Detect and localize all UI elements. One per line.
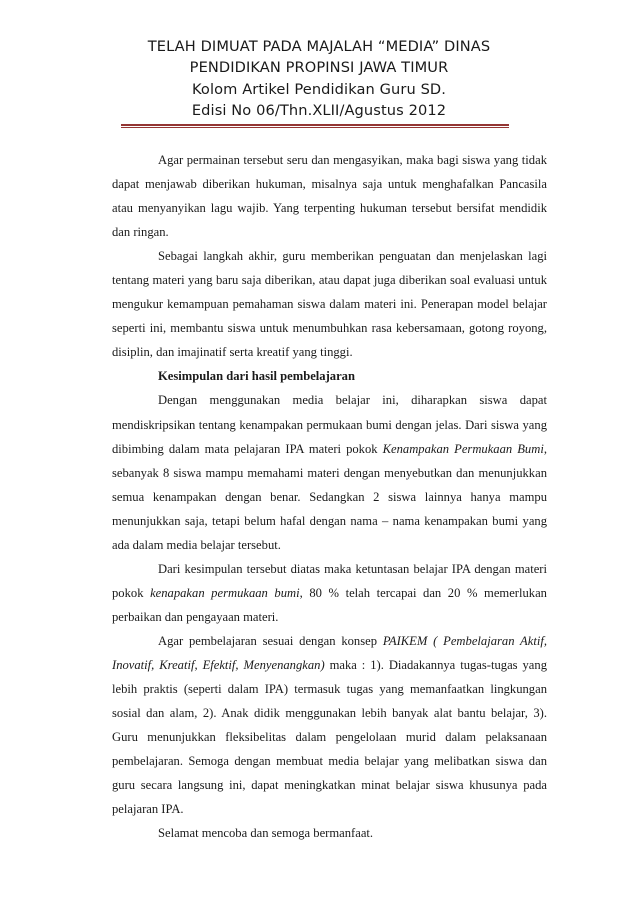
paragraph-3-text-a: Dengan menggunakan media belajar ini, diharapkan siswa dapat mendiskripsikan tentang kenampakan permukaan bumi dengan jelas. Dari siswa yang dibimbing dalam mata pelajaran IPA materi pokok — [112, 393, 547, 456]
paragraph-4-emphasis: kenapakan permukaan bumi — [150, 585, 300, 600]
paragraph-4-text-b: , 80 % telah tercapai dan 20 % memerlukan perbaikan dan pengayaan materi. — [112, 585, 547, 624]
header-line-2: PENDIDIKAN PROPINSI JAWA TIMUR — [189, 59, 449, 77]
paragraph-5 — [112, 629, 547, 821]
paragraph-5-text-a: Agar pembelajaran sesuai dengan konsep — [158, 633, 383, 648]
header-line-4: Edisi No 06/Thn.XLII/Agustus 2012 — [191, 101, 447, 119]
header-line-1: TELAH DIMUAT PADA MAJALAH “MEDIA” DINAS — [147, 38, 491, 55]
paragraph-6: Selamat mencoba dan semoga bermanfaat. — [158, 826, 374, 841]
paragraph-1: Agar permainan tersebut seru dan mengasyikan, maka bagi siswa yang tidak dapat menjawab diberikan hukuman, misalnya saja untuk menghafalkan Pancasila atau menyanyikan lagu wajib. Yang terpenting hukuman tersebut bersifat mendidik dan ringan. — [112, 153, 547, 240]
paragraph-3-emphasis: Kenampakan Permukaan Bumi — [382, 441, 544, 456]
header-rule-thick — [121, 124, 509, 126]
header-rule-thin — [121, 127, 509, 128]
section-heading: Kesimpulan dari hasil pembelajaran — [158, 369, 355, 384]
paragraph-4 — [112, 557, 547, 629]
article-body — [112, 148, 547, 845]
paragraph-3 — [112, 388, 547, 556]
paragraph-5-text-b: maka : 1). Diadakannya tugas-tugas yang lebih praktis (seperti dalam IPA) termasuk tugas yang memanfaatkan lingkungan sosial dan alam, 2). Anak didik menggunakan lebih banyak alat bantu belajar, 3). Guru menunjukkan fleksibelitas dalam pengelolaan murid dalam pelaksanaan pembelajaran. Semoga dengan membuat media belajar yang melibatkan siswa dan guru secara langsung ini, dapat meningkatkan minat belajar siswa khusunya pada pelajaran IPA. — [112, 657, 547, 817]
paragraph-3-text-b: , sebanyak 8 siswa mampu memahami materi dengan menyebutkan dan menunjukkan semua kenampakan dengan benar. Sedangkan 2 siswa lainnya hanya mampu menunjukkan saja, tetapi belum hafal dengan nama – nama kenampakan bumi yang ada dalam media belajar tersebut. — [112, 441, 547, 552]
paragraph-2: Sebagai langkah akhir, guru memberikan penguatan dan menjelaskan lagi tentang materi yang baru saja diberikan, atau dapat juga diberikan soal evaluasi untuk mengukur kemampuan pemahaman siswa dalam materi ini. Penerapan model belajar seperti ini, membantu siswa untuk menumbuhkan rasa kebersamaan, gotong royong, disiplin, dan imajinatif serta kreatif yang tinggi. — [112, 249, 547, 360]
paragraph-4-text-a: Dari kesimpulan tersebut diatas maka ketuntasan belajar IPA dengan materi pokok — [112, 561, 547, 600]
header-line-3: Kolom Artikel Pendidikan Guru SD. — [191, 80, 447, 98]
paragraph-5-emphasis: PAIKEM ( Pembelajaran Aktif, Inovatif, Kreatif, Efektif, Menyenangkan) — [112, 633, 547, 672]
publication-header — [100, 36, 538, 121]
